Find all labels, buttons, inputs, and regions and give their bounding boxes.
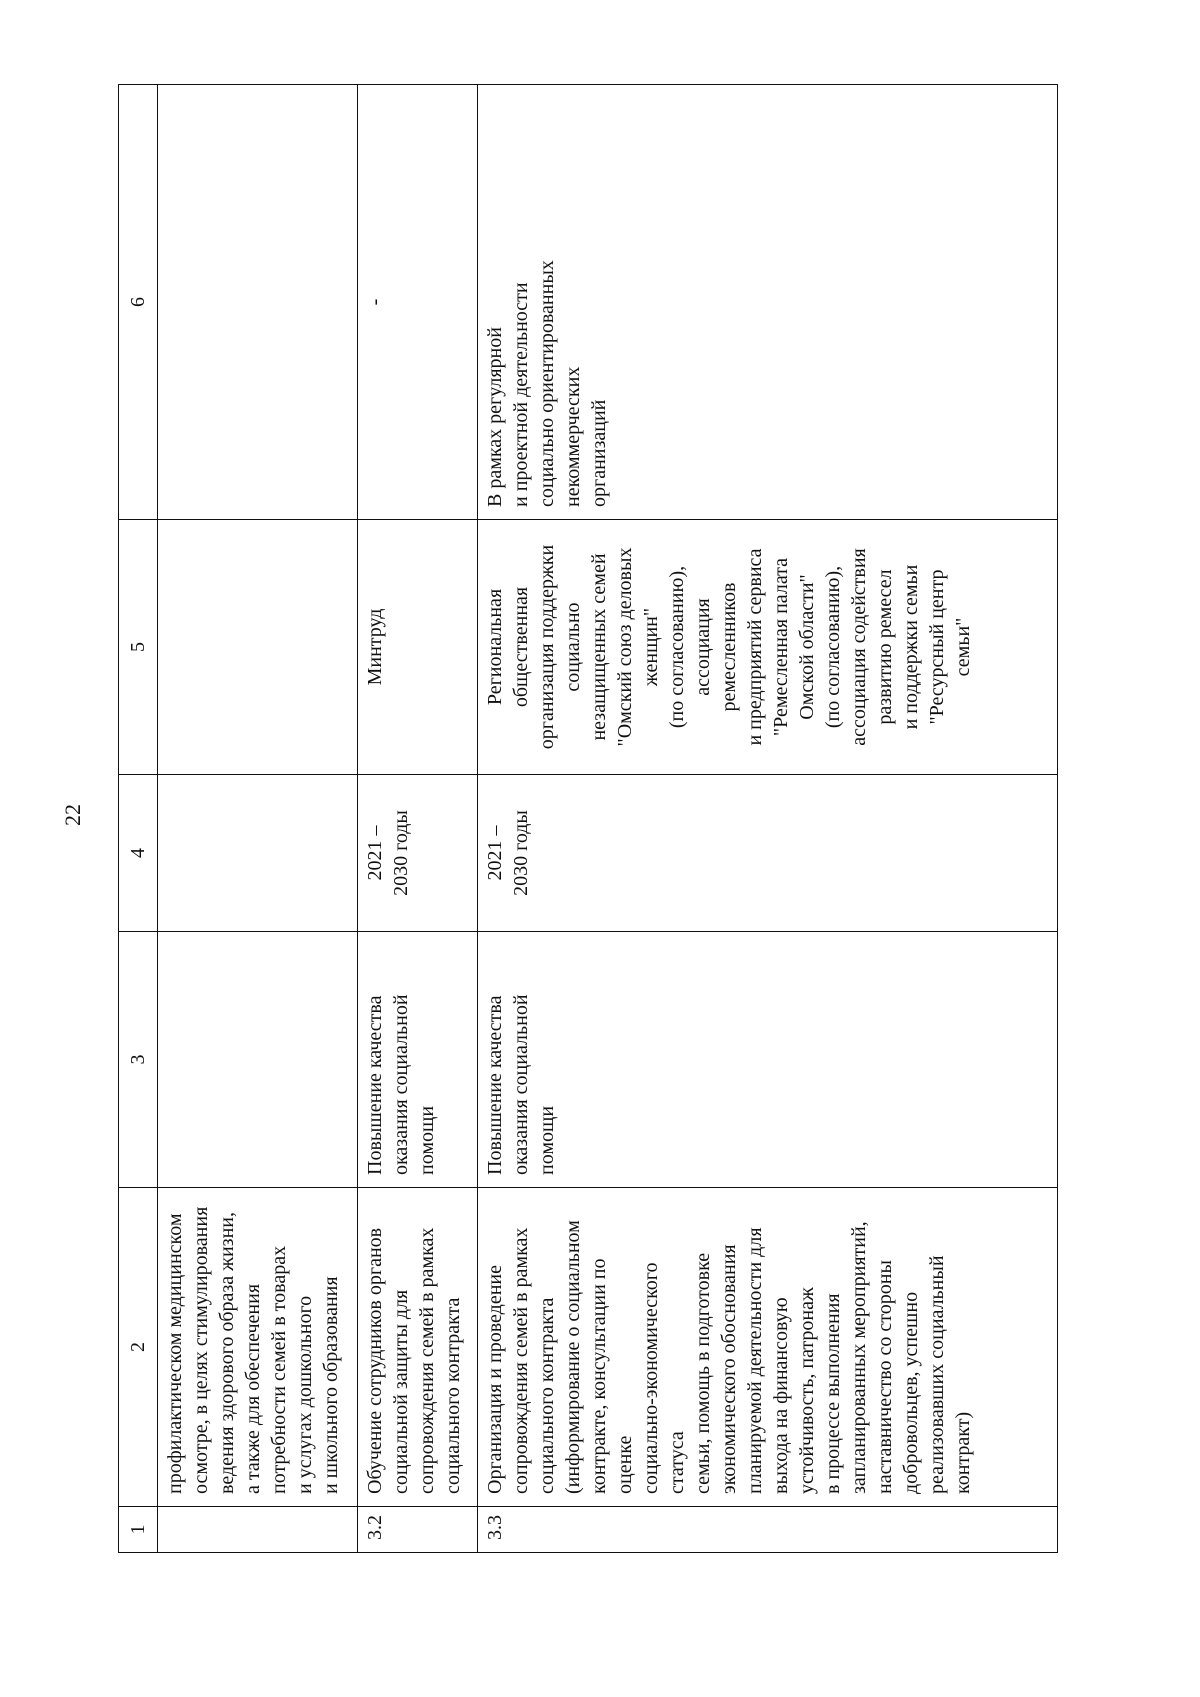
source-cell (158, 85, 358, 520)
table-row (158, 85, 358, 1553)
header-col-6: 6 (119, 85, 158, 520)
table-row (478, 85, 1058, 1553)
source-cell: В рамках регулярной и проектной деятельности социально ориентированных некоммерческих организаций (478, 85, 1058, 520)
activity-cell: Обучение сотрудников органов социальной защиты для сопровождения семей в рамках социального контракта (358, 1188, 478, 1507)
measures-table (118, 84, 1058, 1553)
result-cell: Повышение качества оказания социальной помощи (358, 932, 478, 1188)
table-row (358, 85, 478, 1553)
executor-cell (158, 520, 358, 775)
header-col-3: 3 (119, 932, 158, 1188)
header-col-1: 1 (119, 1507, 158, 1553)
row-number: 3.3 (478, 1507, 1058, 1553)
result-cell: Повышение качества оказания социальной помощи (478, 932, 1058, 1188)
table-header-row (119, 85, 158, 1553)
source-dash: - (364, 298, 386, 306)
period-cell: 2021 – 2030 годы (358, 775, 478, 932)
result-cell (158, 932, 358, 1188)
header-col-4: 4 (119, 775, 158, 932)
period-cell: 2021 – 2030 годы (478, 775, 1058, 932)
source-cell (358, 85, 478, 520)
executor-cell: Минтруд (358, 520, 478, 775)
row-number (158, 1507, 358, 1553)
header-col-5: 5 (119, 520, 158, 775)
activity-cell: профилактическом медицинском осмотре, в целях стимулирования ведения здорового образа жизни, а также для обеспечения потребности семей в товарах и услугах дошкольного и школьного образования (158, 1188, 358, 1507)
header-col-2: 2 (119, 1188, 158, 1507)
executor-cell: Региональная общественная организация поддержки социально незащищенных семей "Омский союз деловых женщин" (по согласованию), ассоциация ремесленников и предприятий сервиса "Ремесленная палата Омской области" (по согласованию), ассоциация содействия развитию ремесел и поддержки семьи "Ресурсный центр семьи" (478, 520, 1058, 775)
rotated-table-container (118, 85, 1058, 1553)
period-cell (158, 775, 358, 932)
page-number: 22 (60, 804, 85, 826)
activity-cell: Организация и проведение сопровождения семей в рамках социального контракта (информирование о социальном контракте, консультации по оценке социально-экономического статуса семьи, помощь в подготовке экономического обоснования планируемой деятельности для выхода на финансовую устойчивость, патронаж в процессе выполнения запланированных мероприятий, наставничество со стороны добровольцев, успешно реализовавших социальный контракт) (478, 1188, 1058, 1507)
row-number: 3.2 (358, 1507, 478, 1553)
